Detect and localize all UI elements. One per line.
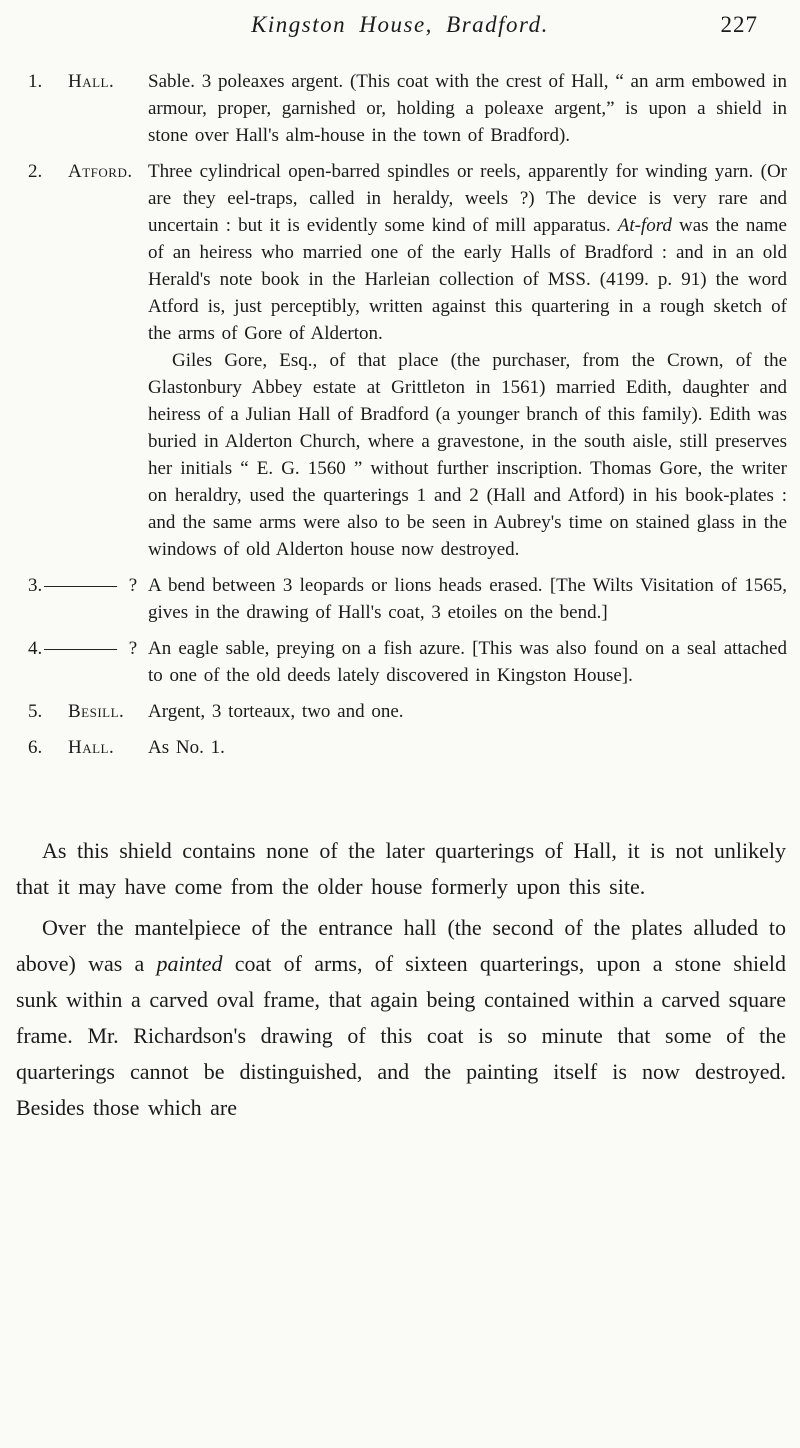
- running-title: Kingston House, Bradford.: [251, 12, 549, 37]
- text-run: As No. 1.: [148, 737, 225, 758]
- entry-paragraph: [148, 158, 787, 347]
- text-run: Giles Gore, Esq., of that place (the purchaser, from the Crown, of the Glastonbury Abbey estate at Grittleton in 1561) married Edith, daughter and heiress of a Julian Hall of Bradford (a younger branch of this family). Edith was buried in Alderton Church, where a gravestone, in the south aisle, still preserves her initials “ E. G. 1560 ” without further inscription. Thomas Gore, the writer on heraldry, used the quarterings 1 and 2 (Hall and Atford) in his book-plates : and the same arms were also to be seen in Aubrey's time on stained glass in the windows of old Alderton house now destroyed.: [148, 350, 787, 560]
- paragraph: [16, 910, 786, 1126]
- list-item-5: [28, 698, 787, 725]
- text-run: An eagle sable, preying on a fish azure. [This was also found on a seal attached to one of the old deeds lately discovered in Kingston House].: [148, 638, 787, 686]
- text-run: As this shield contains none of the later quarterings of Hall, it is not unlikely that it may have come from the older house formerly upon this site.: [16, 838, 786, 899]
- entry-name: Hall.: [68, 71, 115, 92]
- entry-text: [148, 68, 787, 149]
- entry-name: Besill.: [68, 701, 125, 722]
- list-item-3: [28, 572, 787, 626]
- entry-name: Atford.: [68, 161, 133, 182]
- entry-number: 5.: [28, 701, 43, 722]
- entry-name: Hall.: [68, 737, 115, 758]
- page-header: [0, 12, 800, 42]
- list-item-6: [28, 734, 787, 761]
- closing-paragraphs: [0, 833, 800, 1126]
- text-run: coat of arms, of sixteen quarterings, upon a stone shield sunk within a carved oval frame, that again being contained within a carved square frame. Mr. Richardson's drawing of this coat is so minute that some of the quarterings cannot be distinguished, and the painting itself is now destroyed. Besides those which are: [16, 951, 786, 1120]
- entry-paragraph: [148, 572, 787, 626]
- question-mark: ?: [128, 575, 138, 596]
- text-run: Three cylindrical open-barred spindles or reels, apparently for winding yarn. (Or are they eel-traps, called in heraldy, weels ?) The device is very rare and uncertain : but it is evidently some kind of mill apparatus.: [148, 161, 787, 236]
- entry-text: [148, 572, 787, 626]
- italic-text-run: painted: [156, 951, 223, 976]
- text-run: Over the mantelpiece of the entrance hall (the second of the plates alluded to above) was a: [16, 915, 786, 976]
- entry-number: 2.: [28, 161, 43, 182]
- entry-paragraph: [148, 698, 787, 725]
- italic-text-run: At-ford: [617, 215, 672, 236]
- text-run: was the name of an heiress who married one of the early Halls of Bradford : and in an old Herald's note book in the Harleian collection of MSS. (4199. p. 91) the word Atford is, just perceptibly, written against this quartering in a rough sketch of the arms of Gore of Alderton.: [148, 215, 787, 344]
- entry-text: [148, 734, 787, 761]
- entry-number: 6.: [28, 737, 43, 758]
- entry-text: [148, 698, 787, 725]
- question-mark: ?: [128, 638, 138, 659]
- entry-paragraph: [148, 347, 787, 563]
- entry-text: [148, 158, 787, 563]
- entry-paragraph: [148, 734, 787, 761]
- page-number: 227: [720, 12, 758, 37]
- blank-dash: ————: [44, 575, 116, 596]
- list-item-4: [28, 635, 787, 689]
- list-item-1: [28, 68, 787, 149]
- text-run: Argent, 3 torteaux, two and one.: [148, 701, 404, 722]
- entry-number: 4.: [28, 638, 43, 659]
- entry-number: 3.: [28, 575, 43, 596]
- blank-dash: ————: [44, 638, 116, 659]
- text-run: A bend between 3 leopards or lions heads erased. [The Wilts Visitation of 1565, gives in the drawing of Hall's coat, 3 etoiles on the bend.]: [148, 575, 787, 623]
- quarterings-list: [0, 68, 800, 761]
- entry-text: [148, 635, 787, 689]
- entry-paragraph: [148, 635, 787, 689]
- entry-paragraph: [148, 68, 787, 149]
- paragraph: [16, 833, 786, 905]
- list-item-2: [28, 158, 787, 563]
- text-run: Sable. 3 poleaxes argent. (This coat with the crest of Hall, “ an arm embowed in armour, proper, garnished or, holding a poleaxe argent,” is upon a shield in stone over Hall's alm-house in the town of Bradford).: [148, 71, 787, 146]
- entry-number: 1.: [28, 71, 43, 92]
